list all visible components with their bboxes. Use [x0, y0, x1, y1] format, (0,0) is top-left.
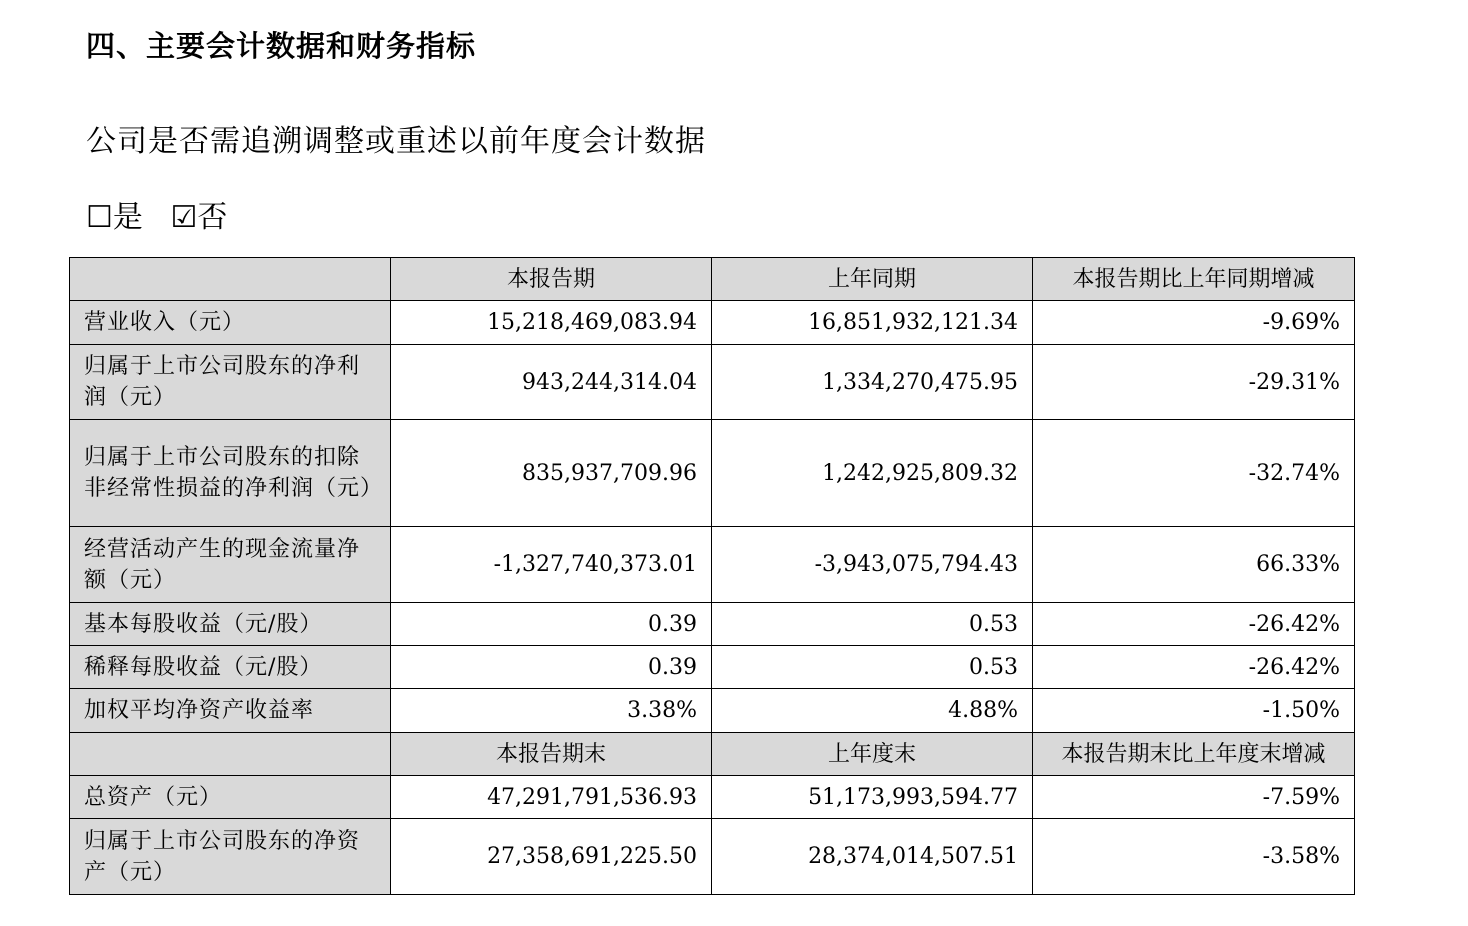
current-value: -1,327,740,373.01: [391, 527, 712, 603]
prior-value: 16,851,932,121.34: [712, 301, 1033, 345]
checked-box-icon[interactable]: ☑: [170, 200, 198, 235]
change-value: -7.59%: [1033, 776, 1355, 819]
current-value: 3.38%: [391, 689, 712, 733]
current-value: 27,358,691,225.50: [391, 819, 712, 895]
change-value: -32.74%: [1033, 420, 1355, 527]
change-value: -26.42%: [1033, 603, 1355, 646]
row-label: 营业收入（元）: [70, 301, 391, 345]
header-cell-change: 本报告期比上年同期增减: [1033, 258, 1355, 301]
row-label: 稀释每股收益（元/股）: [70, 646, 391, 689]
restatement-question: 公司是否需追溯调整或重述以前年度会计数据: [86, 124, 706, 159]
row-label: 经营活动产生的现金流量净额（元）: [70, 527, 391, 603]
table-row: [70, 776, 1355, 819]
option-no[interactable]: [170, 200, 227, 235]
change-value: -26.42%: [1033, 646, 1355, 689]
prior-value: 1,334,270,475.95: [712, 345, 1033, 420]
row-label: 基本每股收益（元/股）: [70, 603, 391, 646]
section-heading: 四、主要会计数据和财务指标: [86, 29, 477, 63]
prior-value: 0.53: [712, 646, 1033, 689]
change-value: -3.58%: [1033, 819, 1355, 895]
row-label: 加权平均净资产收益率: [70, 689, 391, 733]
table-row: [70, 819, 1355, 895]
row-label: 总资产（元）: [70, 776, 391, 819]
header-cell-blank: [70, 733, 391, 776]
option-yes-label: 是: [112, 200, 143, 235]
row-label: 归属于上市公司股东的净资产（元）: [70, 819, 391, 895]
table-row: [70, 646, 1355, 689]
prior-value: 4.88%: [712, 689, 1033, 733]
option-yes[interactable]: [86, 200, 143, 235]
prior-value: -3,943,075,794.43: [712, 527, 1033, 603]
current-value: 47,291,791,536.93: [391, 776, 712, 819]
current-value: 15,218,469,083.94: [391, 301, 712, 345]
table-row: [70, 527, 1355, 603]
change-value: 66.33%: [1033, 527, 1355, 603]
restatement-options: [86, 192, 245, 236]
table-row: [70, 603, 1355, 646]
prior-value: 28,374,014,507.51: [712, 819, 1033, 895]
current-value: 835,937,709.96: [391, 420, 712, 527]
prior-value: 51,173,993,594.77: [712, 776, 1033, 819]
row-label: 归属于上市公司股东的扣除非经常性损益的净利润（元）: [70, 420, 391, 527]
header-cell-prior-period: 上年同期: [712, 258, 1033, 301]
header-cell-blank: [70, 258, 391, 301]
change-value: -1.50%: [1033, 689, 1355, 733]
table-row: [70, 420, 1355, 527]
header-cell-current-period: 本报告期: [391, 258, 712, 301]
option-no-label: 否: [197, 200, 228, 235]
unchecked-box-icon[interactable]: ☐: [86, 200, 113, 235]
table-header-row: [70, 733, 1355, 776]
header-cell-prior-year-end: 上年度末: [712, 733, 1033, 776]
table-row: [70, 345, 1355, 420]
table-row: [70, 689, 1355, 733]
prior-value: 1,242,925,809.32: [712, 420, 1033, 527]
financial-indicators-table: [69, 257, 1355, 895]
header-cell-period-end: 本报告期末: [391, 733, 712, 776]
current-value: 0.39: [391, 603, 712, 646]
table-row: [70, 301, 1355, 345]
change-value: -9.69%: [1033, 301, 1355, 345]
current-value: 0.39: [391, 646, 712, 689]
header-cell-change: 本报告期末比上年度末增减: [1033, 733, 1355, 776]
row-label: 归属于上市公司股东的净利润（元）: [70, 345, 391, 420]
change-value: -29.31%: [1033, 345, 1355, 420]
prior-value: 0.53: [712, 603, 1033, 646]
table-header-row: [70, 258, 1355, 301]
current-value: 943,244,314.04: [391, 345, 712, 420]
